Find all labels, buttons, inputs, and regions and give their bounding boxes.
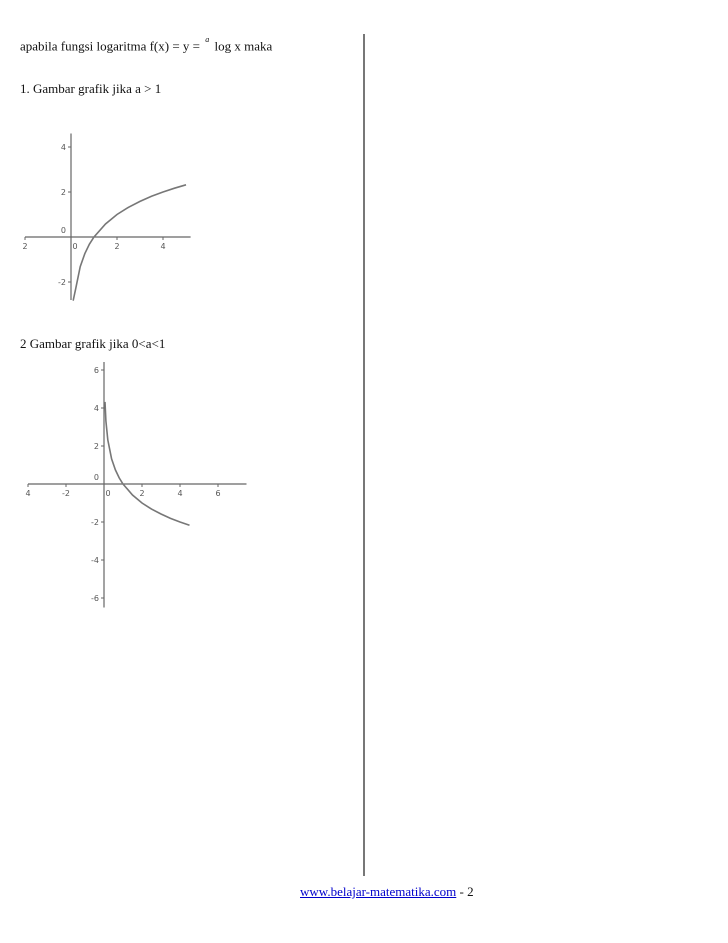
y-tick-label: 2: [93, 442, 99, 451]
y-tick-label: -2: [58, 278, 66, 287]
x-tick-label: 4: [177, 489, 183, 498]
y-tick-label: 4: [60, 143, 66, 152]
graph-a-greater-than-1: [14, 118, 200, 308]
y-tick-label: -4: [91, 556, 99, 565]
y-tick-label: 0: [60, 226, 66, 235]
website-link[interactable]: www.belajar-matematika.com: [300, 884, 457, 899]
x-tick-label: 2: [139, 489, 145, 498]
x-tick-label: 6: [215, 489, 221, 498]
log-curve: [73, 185, 186, 300]
y-tick-label: 4: [93, 404, 99, 413]
y-tick-label: -6: [91, 594, 99, 603]
x-tick-label: 2: [22, 242, 28, 251]
intro-text: [20, 35, 273, 54]
x-tick-label: 0: [105, 489, 111, 498]
section2-heading: 2 Gambar grafik jika 0<a<1: [20, 336, 166, 351]
intro-prefix: apabila fungsi logaritma f(x) = y =: [20, 38, 204, 54]
footer: [300, 884, 474, 900]
y-tick-label: 2: [60, 188, 66, 197]
y-tick-label: 0: [93, 473, 99, 482]
x-tick-label: 4: [160, 242, 166, 251]
page-divider: [363, 34, 365, 876]
x-tick-label: 0: [72, 242, 78, 251]
section1-heading: 1. Gambar grafik jika a > 1: [20, 81, 162, 96]
intro-suffix: log x maka: [211, 38, 273, 54]
graph-a-between-0-and-1: [14, 362, 254, 612]
y-tick-label: 6: [93, 366, 99, 375]
x-tick-label: 2: [114, 242, 120, 251]
log-curve: [105, 402, 190, 525]
page-number: - 2: [456, 884, 474, 899]
x-tick-label: 4: [25, 489, 31, 498]
log-base: a: [205, 35, 210, 44]
y-tick-label: -2: [91, 518, 99, 527]
x-tick-label: -2: [62, 489, 70, 498]
